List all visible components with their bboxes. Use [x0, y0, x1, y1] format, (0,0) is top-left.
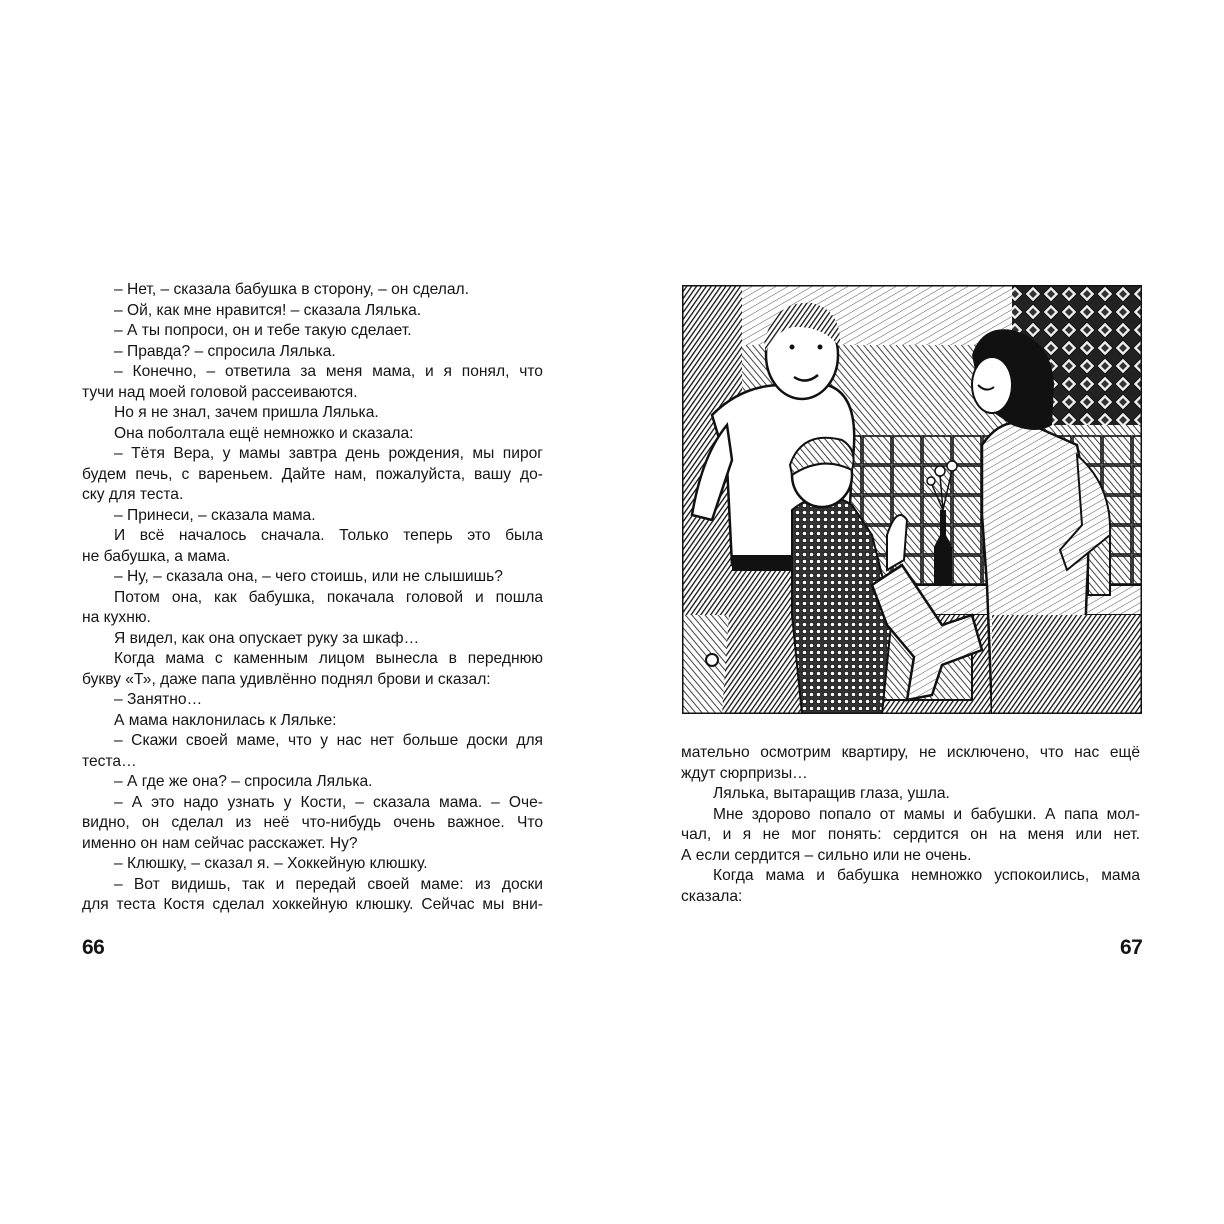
text-line: А если сердится – сильно или не очень.: [681, 846, 972, 864]
text-line: Когда мама с каменным лицом вынесла в переднюю: [114, 650, 543, 667]
text-line: – А это надо узнать у Кости, – сказала мама. – Оче-: [114, 793, 543, 811]
text-line: Мне здорово попало от мамы и бабушки. А папа мол-: [713, 805, 1140, 823]
text-line: – Принеси, – сказала мама.: [114, 506, 316, 524]
text-line: видно, он сделал из неё что-нибудь очень важное. Что: [82, 814, 543, 831]
left-page-text: [82, 280, 543, 916]
page-number-right: 67: [1120, 936, 1143, 959]
illustration: [682, 285, 1142, 714]
right-page-text: [681, 743, 1140, 907]
text-line: – Ой, как мне нравится! – сказала Лялька.: [114, 301, 422, 319]
text-line: букву «Т», даже папа удивлённо поднял брови и сказал:: [82, 670, 491, 688]
text-line: Потом она, как бабушка, покачала головой и пошла: [114, 588, 543, 606]
text-line: теста…: [82, 752, 137, 770]
text-line: мательно осмотрим квартиру, не исключено, что нас ещё: [681, 744, 1140, 761]
text-line: сказала:: [681, 887, 743, 905]
text-line: А мама наклонилась к Ляльке:: [114, 711, 337, 729]
text-line: на кухню.: [82, 609, 151, 626]
text-line: Она поболтала ещё немножко и сказала:: [114, 424, 414, 442]
text-line: – Ну, – сказала она, – чего стоишь, или не слышишь?: [114, 568, 503, 585]
text-line: ждут сюрпризы…: [681, 764, 808, 782]
text-line: не бабушка, а мама.: [82, 547, 231, 565]
text-line: – Скажи своей маме, что у нас нет больше доски для: [114, 732, 543, 749]
text-line: тучи над моей головой рассеиваются.: [82, 383, 358, 401]
text-line: – Нет, – сказала бабушка в сторону, – он сделал.: [114, 281, 469, 298]
text-line: – Конечно, – ответила за меня мама, и я понял, что: [114, 363, 543, 380]
text-line: – А где же она? – спросила Лялька.: [114, 773, 373, 790]
text-line: именно он нам сейчас расскажет. Ну?: [82, 834, 358, 852]
text-line: чал, и я не мог понять: сердится он на меня или нет.: [681, 826, 1140, 843]
text-line: И всё началось сначала. Только теперь это была: [114, 527, 543, 544]
text-line: – Клюшку, – сказал я. – Хоккейную клюшку.: [114, 855, 428, 872]
text-line: для теста Костя сделал хоккейную клюшку. Сейчас мы вни-: [82, 896, 543, 913]
text-line: – Вот видишь, так и передай своей маме: из доски: [114, 875, 543, 893]
text-line: Я видел, как она опускает руку за шкаф…: [114, 629, 420, 647]
text-line: Когда мама и бабушка немножко успокоились, мама: [713, 867, 1140, 884]
text-line: – Тётя Вера, у мамы завтра день рождения, мы пирог: [114, 445, 543, 462]
text-line: ску для теста.: [82, 486, 184, 503]
page-number-left: 66: [82, 936, 105, 959]
ink-drawing-image: [682, 285, 1142, 714]
text-line: – Правда? – спросила Лялька.: [114, 342, 336, 360]
text-line: будем печь, с вареньем. Дайте нам, пожалуйста, вашу до-: [82, 465, 543, 483]
text-line: – Занятно…: [114, 691, 203, 708]
text-line: – А ты попроси, он и тебе такую сделает.: [114, 322, 412, 339]
text-line: Лялька, вытаращив глаза, ушла.: [713, 785, 950, 802]
text-line: Но я не знал, зачем пришла Лялька.: [114, 404, 379, 421]
